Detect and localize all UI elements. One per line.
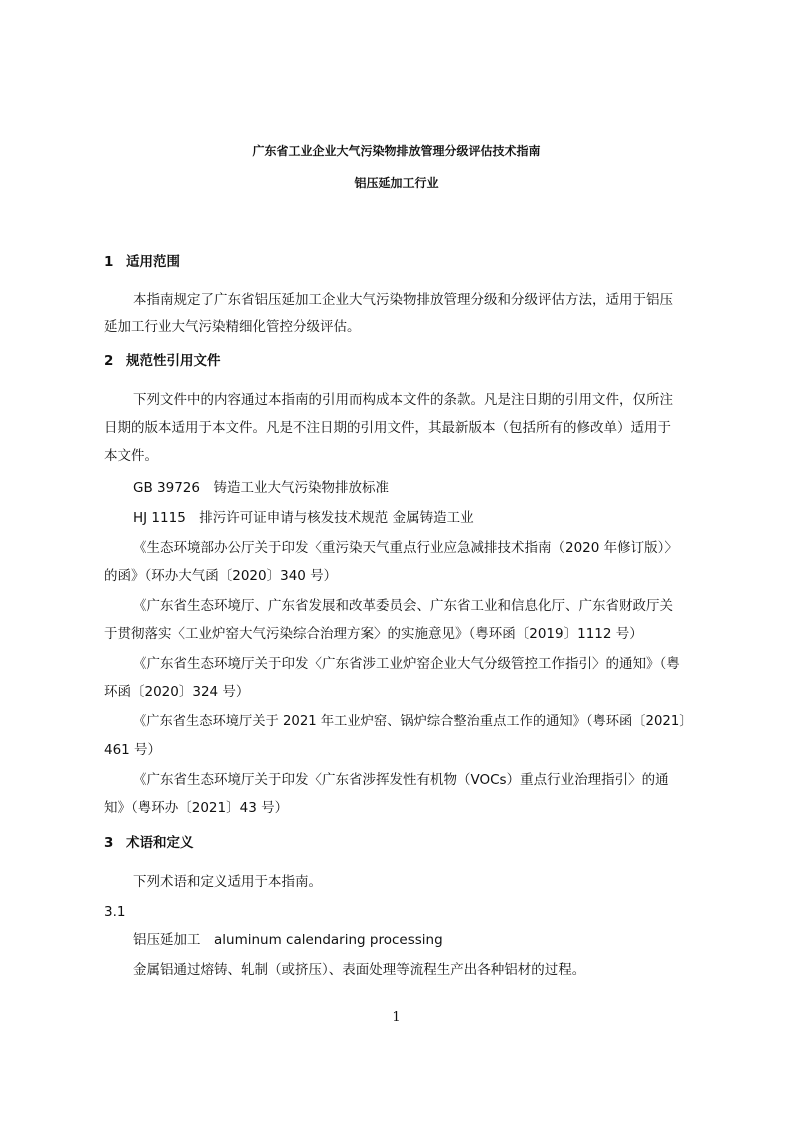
section-2-number: 2 <box>104 353 114 369</box>
reference-5-line-1: 《广东省生态环境厅关于印发〈广东省涉工业炉窑企业大气分级管控工作指引〉的通知》（粤 <box>133 656 680 672</box>
section-1-paragraph-line-2: 延加工行业大气污染精细化管控分级评估。 <box>104 319 361 335</box>
section-2-title: 规范性引用文件 <box>126 353 221 369</box>
reference-gb-39726: GB 39726 铸造工业大气污染物排放标准 <box>133 480 389 496</box>
section-1-heading <box>104 252 180 272</box>
section-3-number: 3 <box>104 835 114 851</box>
document-subtitle: 铝压延加工行业 <box>354 176 439 190</box>
document-title: 广东省工业企业大气污染物排放管理分级评估技术指南 <box>252 144 541 158</box>
page-number: 1 <box>392 1010 401 1025</box>
reference-3-line-2: 的函》（环办大气函〔2020〕340 号） <box>104 568 338 584</box>
section-1-paragraph-line-1: 本指南规定了广东省铝压延加工企业大气污染物排放管理分级和分级评估方法，适用于铝压 <box>133 292 673 308</box>
section-3-title: 术语和定义 <box>126 835 194 851</box>
term-heading: 铝压延加工 aluminum calendaring processing <box>133 932 443 948</box>
reference-6-line-1: 《广东省生态环境厅关于 2021 年工业炉窑、锅炉综合整治重点工作的通知》（粤环函〔2021〕 <box>133 714 693 729</box>
section-1-title: 适用范围 <box>126 254 180 270</box>
reference-4-line-2: 于贯彻落实〈工业炉窑大气污染综合治理方案〉的实施意见》（粤环函〔2019〕1112 号） <box>104 626 643 642</box>
reference-3-line-1: 《生态环境部办公厅关于印发〈重污染天气重点行业应急减排技术指南（2020 年修订版）〉 <box>133 540 678 556</box>
reference-5-line-2: 环函〔2020〕324 号） <box>104 684 250 700</box>
section-1-number: 1 <box>104 254 114 270</box>
reference-hj-1115: HJ 1115 排污许可证申请与核发技术规范 金属铸造工业 <box>133 510 474 526</box>
section-2-intro-line-3: 本文件。 <box>104 448 158 464</box>
reference-6-line-2: 461 号） <box>104 742 162 758</box>
section-2-intro-line-2: 日期的版本适用于本文件。凡是不注日期的引用文件，其最新版本（包括所有的修改单）适用于 <box>104 420 671 436</box>
reference-4-line-1: 《广东省生态环境厅、广东省发展和改革委员会、广东省工业和信息化厅、广东省财政厅关 <box>133 598 673 614</box>
section-2-heading <box>104 351 221 371</box>
reference-7-line-2: 知》（粤环办〔2021〕43 号） <box>104 800 289 816</box>
section-2-intro-line-1: 下列文件中的内容通过本指南的引用而构成本文件的条款。凡是注日期的引用文件，仅所注 <box>133 392 673 408</box>
section-3-intro: 下列术语和定义适用于本指南。 <box>133 874 322 890</box>
subsection-3-1-number: 3.1 <box>104 904 126 920</box>
reference-7-line-1: 《广东省生态环境厅关于印发〈广东省涉挥发性有机物（VOCs）重点行业治理指引〉的通 <box>133 772 669 788</box>
section-3-heading <box>104 833 194 853</box>
term-definition: 金属铝通过熔铸、轧制（或挤压）、表面处理等流程生产出各种铝材的过程。 <box>133 962 586 978</box>
